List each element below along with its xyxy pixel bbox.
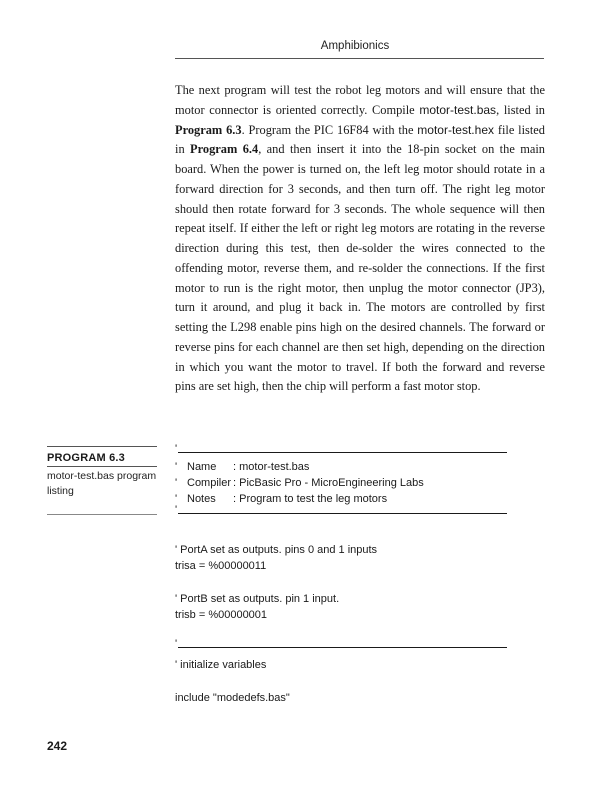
- running-header: Amphibionics: [320, 40, 390, 52]
- page-number: 242: [47, 739, 68, 753]
- code-line: trisa = %00000011: [175, 560, 267, 572]
- header-rule: [175, 58, 544, 59]
- filename-motor-test-bas: motor-test.bas: [419, 102, 497, 117]
- comment-tick: ': [175, 504, 178, 516]
- sidebar-rule-mid: [47, 466, 157, 467]
- header-row-key: Name: [187, 461, 217, 473]
- header-row-tick: ': [175, 493, 178, 505]
- filename-motor-test-hex: motor-test.hex: [417, 122, 494, 137]
- program-reference-6-3: Program 6.3: [175, 122, 242, 137]
- code-line: trisb = %00000001: [175, 609, 268, 621]
- header-row-value: : PicBasic Pro - MicroEngineering Labs: [233, 477, 424, 489]
- program-label: PROGRAM 6.3: [47, 452, 125, 464]
- sidebar-rule-bottom: [47, 514, 157, 515]
- header-row-key: Notes: [187, 493, 216, 505]
- header-row-tick: ': [175, 461, 178, 473]
- code-line: ' initialize variables: [175, 659, 267, 671]
- program-reference-6-4: Program 6.4: [190, 142, 259, 157]
- header-row-value: : motor-test.bas: [233, 461, 310, 473]
- code-line: include "modedefs.bas": [175, 692, 290, 704]
- body-text-part-3: . Program the PIC 16F84 with the: [241, 122, 418, 137]
- body-text-part-1: The next program will test the robot leg motors and will ensure that the motor connector is oriented correctly. Compile: [175, 83, 545, 117]
- program-caption: motor-test.bas program listing: [47, 470, 157, 497]
- header-row-value: : Program to test the leg motors: [233, 493, 388, 505]
- code-line: ' PortB set as outputs. pin 1 input.: [175, 593, 340, 605]
- comment-tick: ': [175, 443, 178, 455]
- header-row-tick: ': [175, 477, 178, 489]
- sidebar-rule-top: [47, 446, 157, 447]
- body-text-part-2: , listed in: [496, 102, 545, 117]
- code-line: ' PortA set as outputs. pins 0 and 1 inputs: [175, 544, 378, 556]
- body-paragraph: [175, 81, 545, 397]
- comment-tick: ': [175, 638, 178, 650]
- header-row-key: Compiler: [187, 477, 232, 489]
- body-text-part-5: , and then insert it into the 18-pin socket on the main board. When the power is turned on, the left leg motor should rotate in a forward direction for 3 seconds, and then turn off. The right leg motor should then rotate forward for 3 seconds. The whole sequence will then repeat itself. If either the left or right leg motors are rotating in the reverse direction during this test, then de-solder the wires connected to the offending motor, reverse them, and re-solder the connections. If the first motor to run is the right motor, then unplug the motor connector (JP3), turn it around, and plug it back in. The motors are controlled by first setting the L298 enable pins high on the desired channels. The forward or reverse pins for each channel are then set high, depending on the direction in which you want the motor to travel. If both the forward and reverse pins are set high, then the chip will perform a fast motor stop.: [175, 142, 545, 394]
- body-text-part-4: file listed in: [175, 122, 545, 157]
